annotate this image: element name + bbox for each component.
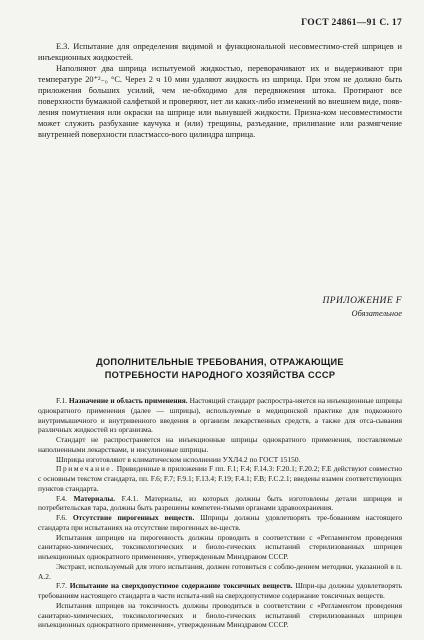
note-text: Приведенные в приложении F пп. F.1; F.4; F.14.3: F.20.1; F.20.2; F.E действуют совместно с основным текстом стандарта, пп. F.6; F.7; F.9.1; F.13.4; F.19; F.4.1; F.B; F.C.2.1; введены взамен соответствующих пунктов стандарта. [38, 464, 403, 493]
f1-note-paragraph [38, 464, 402, 493]
f6-number: F.6. [56, 513, 67, 522]
f7-text: Шпри-цы должны удовлетворять требованиям настоящего стандарта в части испыта-ний на сверхдопустимое содержание токсичных веществ. [38, 581, 403, 600]
f7-number: F.7. [56, 581, 67, 591]
f4-heading: Материалы. [73, 493, 116, 503]
f6-paragraph [38, 513, 402, 533]
f6-extract-paragraph: Экстракт, используемый для этого испытания, должен готовиться с соблю-дением методики, указанной в п. А.2. [38, 561, 402, 581]
f1-heading: Назначение и область применения. [68, 396, 188, 405]
f1-scope-paragraph: Стандарт не распространяется на инъекционные шприцы однократного применения, поставляемые наполненными лекарствами, и инсулиновые шприцы. [38, 435, 402, 454]
appendix-subtitle: Обязательное [351, 309, 402, 318]
f1-number: F.1. [56, 396, 67, 405]
appendix-label [323, 296, 402, 318]
section-e3 [38, 42, 402, 141]
f1-climate-paragraph: Шприцы изготовляют в климатическом исполнении УХЛ4.2 по ГОСТ 15150. [56, 454, 301, 464]
e3-procedure-paragraph: Наполняют два шприца испытуемой жидкостью, переворачивают их и выдерживают при температуре 20⁺²₋₀ °С. Через 2 ч 10 мин удаляют жидкость из шприца. При этом не должно быть приложения больших усилий, чем не-обходимо для передвижения штока. Протирают все поверхности бумажной салфеткой и проверяют, нет ли каких-либо изменений во внешнем виде, появ-ления помутнения или окраски на шприце или вынувшей жидкости. Призна-ком несовместимости может служить разбухание каучука и (или) трещины, разъедание, прилипание или размягчение внутренней поверхности пластмассо-вого цилиндра шприца. [38, 63, 402, 139]
f4-number: F.4. [56, 493, 67, 503]
page-header: ГОСТ 24861—91 С. 17 [301, 18, 402, 28]
e3-heading-paragraph: Е.3. Испытание для определения видимой и функциональной несовместимо-стей шприцев и инъекционных жидкостей. [38, 42, 402, 62]
f4-paragraph [38, 494, 402, 514]
appendix-title: ПРИЛОЖЕНИЕ F [322, 296, 402, 306]
section-title [38, 356, 402, 381]
f1-paragraph [38, 396, 402, 435]
section-title-line-1: ДОПОЛНИТЕЛЬНЫЕ ТРЕБОВАНИЯ, ОТРАЖАЮЩИЕ [96, 357, 344, 367]
f7-paragraph [38, 581, 402, 601]
f6-text: Шприцы должны удовлетворять тре-бованиям настоящего стандарта при испытаниях на отсутствие пирогенных ве-ществ. [38, 513, 402, 532]
f6-regulation-paragraph: Испытания шприцев на пирогенность должны проводить в соответствии с «Регламентом проведения санитарно-химических, токсикологических и биоло-гических испытаний стерилизованных шприцев инъекционных однократного применения», утвержденным Минздравом СССР. [38, 532, 402, 561]
f1-text: Настоящий стандарт распростра-няется на инъекционные шприцы однократного применения (далее — шприцы), используемые в медицинской практике для подкожного внутримышечного и внутривенного введения в организм лекарственных средств, а также для отса-сывания различных жидкостей из организма. [38, 396, 403, 435]
f4-text: F.4.1. Материалы, из которых должны быть изготовлены детали шприцев и потребительская тара, должны быть разрешены компетен-тными органами здравоохранения. [38, 493, 403, 513]
note-label: Примечание. [56, 464, 115, 474]
section-title-line-2: ПОТРЕБНОСТИ НАРОДНОГО ХОЗЯЙСТВА СССР [104, 369, 336, 380]
section-f-body [38, 396, 402, 630]
f6-heading: Отсутствие пирогенных веществ. [72, 513, 195, 522]
f7-heading: Испытание на сверхдопустимое содержание токсичных веществ. [69, 581, 293, 591]
f7-regulation-paragraph: Испытания шприцев на токсичность должны проводиться в соответствии с «Регламентом проведения санитарно-химических, токсикологических и биоло-гических испытаний стерилизованных шприцев инъекционных однократного применения», утвержденным Минздравом СССР. [38, 600, 402, 630]
